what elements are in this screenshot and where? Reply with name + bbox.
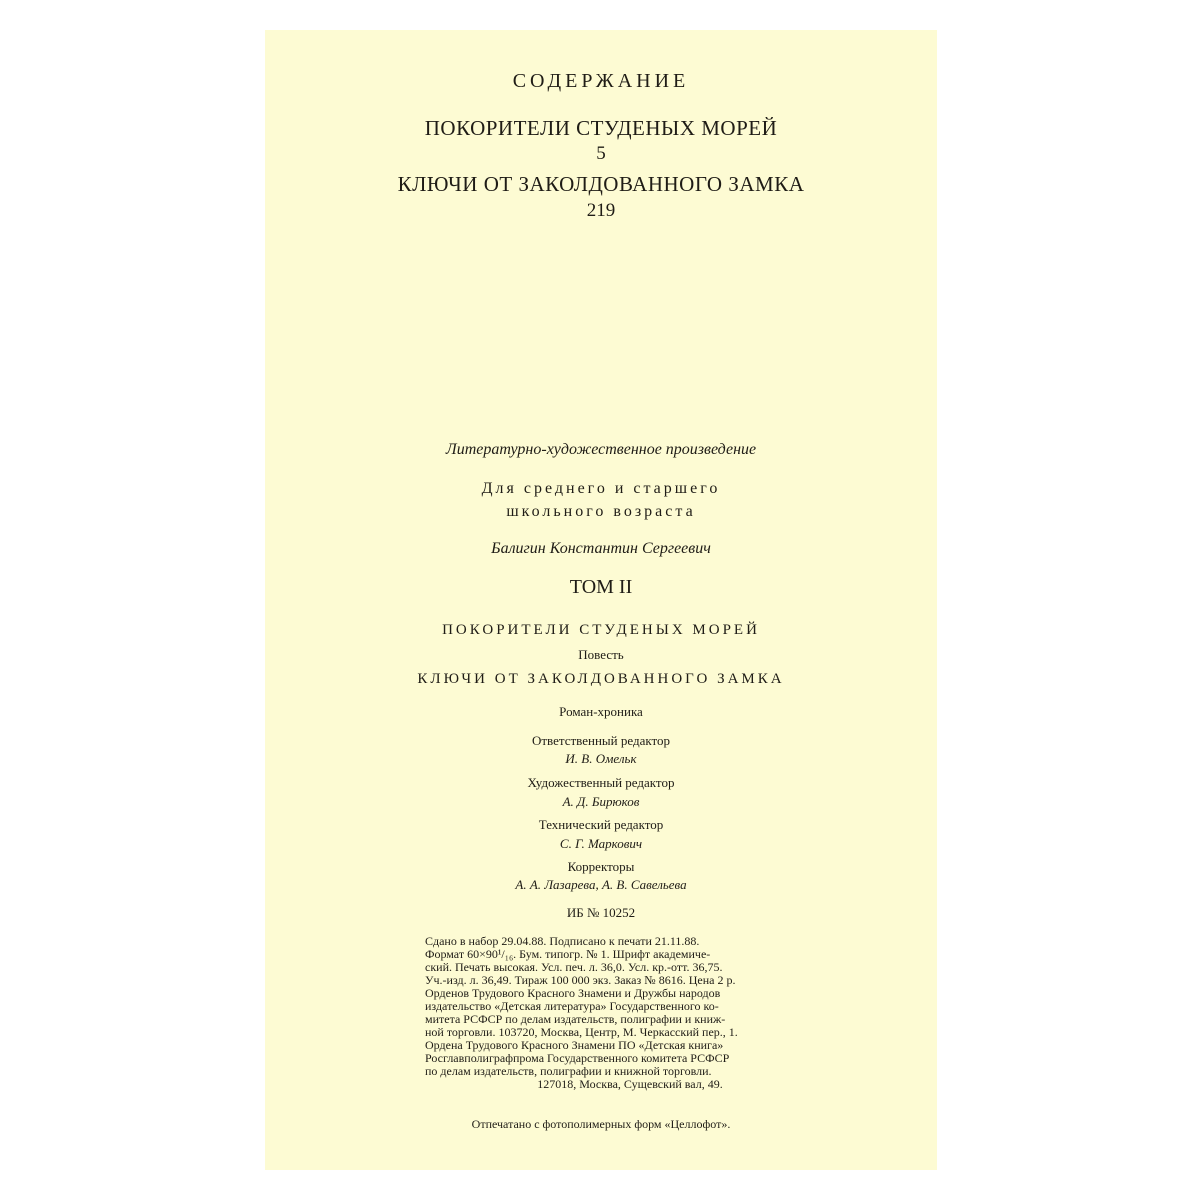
author-name: Балигин Константин Сергеевич bbox=[491, 540, 711, 557]
editor-role: Корректоры bbox=[567, 859, 635, 874]
imprint-line: Уч.-изд. л. 36,49. Тираж 100 000 экз. Заказ № 8616. Цена 2 р. bbox=[425, 973, 736, 987]
contents-heading: СОДЕРЖАНИЕ bbox=[512, 70, 690, 92]
editor-role: Технический редактор bbox=[538, 817, 664, 832]
contents-entry-page: 219 bbox=[586, 200, 616, 221]
imprint-line: митета РСФСР по делам издательств, полиграфии и книж- bbox=[425, 1012, 726, 1026]
contents-entry-title: ПОКОРИТЕЛИ СТУДЕНЫХ МОРЕЙ bbox=[424, 116, 778, 140]
work-type: Повесть bbox=[578, 647, 624, 662]
work-type: Роман-хроника bbox=[559, 704, 643, 719]
imprint-line: Орденов Трудового Красного Знамени и Дружбы народов bbox=[425, 986, 721, 1000]
contents-entry-page: 5 bbox=[596, 143, 606, 164]
contents-entry-title: КЛЮЧИ ОТ ЗАКОЛДОВАННОГО ЗАМКА bbox=[397, 172, 805, 196]
book-page bbox=[265, 30, 937, 1170]
imprint-line: 127018, Москва, Сущевский вал, 49. bbox=[537, 1077, 723, 1091]
genre-line: Литературно-художественное произведение bbox=[445, 441, 757, 458]
ib-number: ИБ № 10252 bbox=[566, 905, 636, 920]
work-title: КЛЮЧИ ОТ ЗАКОЛДОВАННОГО ЗАМКА bbox=[417, 671, 785, 687]
imprint-line: по делам издательств, полиграфии и книжной торговли. bbox=[425, 1064, 712, 1078]
editor-role: Ответственный редактор bbox=[531, 733, 671, 748]
printed-note: Отпечатано с фотополимерных форм «Целлофот». bbox=[471, 1117, 731, 1131]
imprint-line: ский. Печать высокая. Усл. печ. л. 36,0. Усл. кр.-отт. 36,75. bbox=[425, 960, 723, 974]
editor-name: А. Д. Бирюков bbox=[562, 794, 640, 809]
imprint-block bbox=[425, 935, 835, 1091]
editor-role: Художественный редактор bbox=[527, 775, 675, 790]
imprint-line: Сдано в набор 29.04.88. Подписано к печати 21.11.88. bbox=[425, 934, 700, 948]
audience-line-2: школьного возраста bbox=[506, 503, 696, 520]
work-title: ПОКОРИТЕЛИ СТУДЕНЫХ МОРЕЙ bbox=[442, 622, 760, 638]
editor-name: А. А. Лазарева, А. В. Савельева bbox=[515, 877, 687, 892]
imprint-line: издательство «Детская литература» Государственного ко- bbox=[425, 999, 719, 1013]
editor-name: И. В. Омельк bbox=[565, 751, 637, 766]
imprint-line: Росглавполиграфпрома Государственного комитета РСФСР bbox=[425, 1051, 730, 1065]
audience-line-1: Для среднего и старшего bbox=[481, 480, 721, 497]
imprint-line: Формат 60×90¹/₁₆. Бум. типогр. № 1. Шрифт академиче- bbox=[425, 947, 711, 961]
volume-label: ТОМ II bbox=[569, 576, 633, 598]
imprint-line: Ордена Трудового Красного Знамени ПО «Детская книга» bbox=[425, 1038, 724, 1052]
imprint-line: ной торговли. 103720, Москва, Центр, М. Черкасский пер., 1. bbox=[425, 1025, 738, 1039]
editor-name: С. Г. Маркович bbox=[559, 836, 643, 851]
